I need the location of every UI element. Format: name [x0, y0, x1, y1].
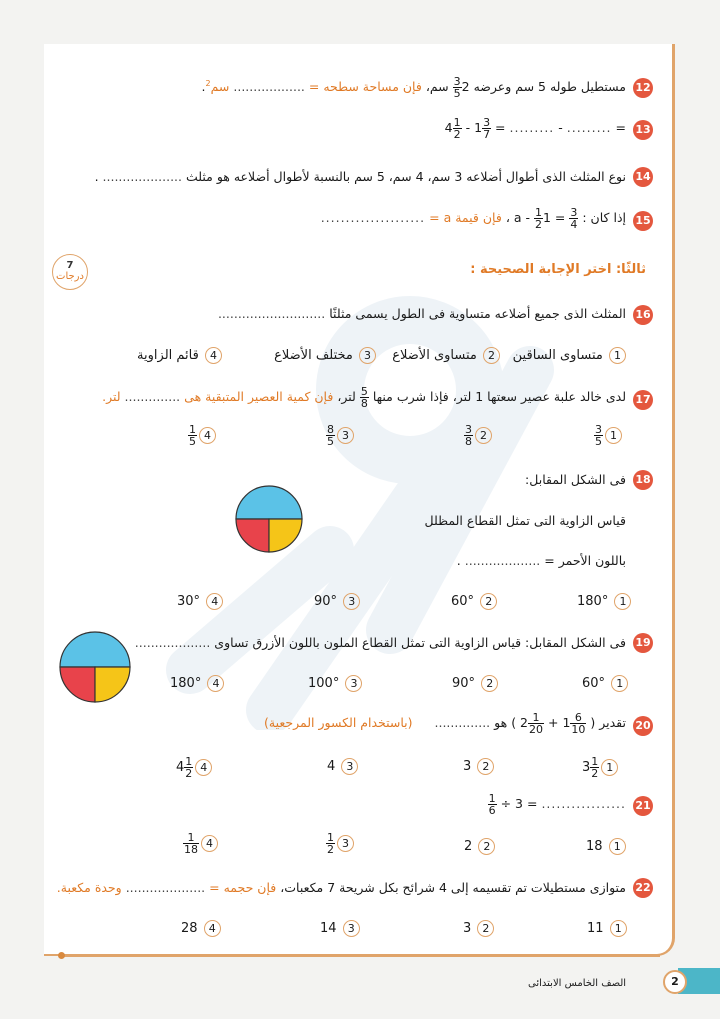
pie-sector-blue: [60, 632, 130, 667]
question-15: إذا كان : $\frac{3}{4}$ = 1 $\frac{1}{2}$ - a ، فإن قيمة a = .....................: [320, 206, 626, 231]
pie-figure-19: [58, 630, 132, 704]
section-title: ثالثًا: اختر الإجابة الصحيحة :: [470, 262, 646, 277]
grades-badge: 7 درجات: [52, 254, 88, 290]
question-number-badge: 15: [633, 211, 653, 231]
option-1[interactable]: 18 1: [586, 838, 626, 855]
question-18-line: باللون الأحمر = ................... .: [456, 553, 626, 568]
option-4[interactable]: 180° 4: [170, 675, 224, 692]
pie-sector-red: [60, 667, 95, 702]
question-13: 4 $\frac{1}{2}$ - 1 $\frac{3}{7}$ = ......... - ......... =: [444, 116, 626, 141]
option-2[interactable]: 90° 2: [452, 675, 498, 692]
option-2[interactable]: 3 2: [463, 920, 494, 937]
question-16: المثلث الذى جميع أضلاعه متساوية فى الطول يسمى مثلثًا ...........................: [217, 306, 626, 321]
option-1[interactable]: 11 1: [587, 920, 627, 937]
option-3[interactable]: 4 3: [327, 758, 358, 775]
question-19: فى الشكل المقابل: قياس الزاوية التى تمثل القطاع الملون باللون الأزرق تساوى ...................: [134, 635, 626, 650]
bottom-rule: [60, 955, 660, 957]
question-number-badge: 14: [633, 167, 653, 187]
option-1[interactable]: 180° 1: [577, 593, 631, 610]
question-21: $\frac{1}{6}$ ÷ 3 = .................: [488, 792, 626, 817]
option-3[interactable]: 3 مختلف الأضلاع: [274, 347, 376, 364]
pie-sector-blue: [236, 486, 302, 519]
pie-sector-yellow: [95, 667, 130, 702]
option-4[interactable]: 4 قائم الزاوية: [137, 347, 222, 364]
option-1[interactable]: $\frac{3}{5}$ 1: [594, 424, 622, 447]
option-3[interactable]: 14 3: [320, 920, 360, 937]
option-1[interactable]: 60° 1: [582, 675, 628, 692]
pie-sector-yellow: [269, 519, 302, 552]
question-number-badge: 22: [633, 878, 653, 898]
question-number-badge: 12: [633, 78, 653, 98]
question-number-badge: 21: [633, 796, 653, 816]
option-4[interactable]: $\frac{1}{18}$ 4: [183, 832, 218, 855]
option-2[interactable]: $\frac{3}{8}$ 2: [464, 424, 492, 447]
option-3[interactable]: $\frac{1}{2}$ 3: [326, 832, 354, 855]
option-1[interactable]: 3 $\frac{1}{2}$ 1: [582, 756, 618, 779]
pie-sector-red: [236, 519, 269, 552]
option-4[interactable]: $\frac{1}{5}$ 4: [188, 424, 216, 447]
footer-grade-label: الصف الخامس الابتدائى: [528, 978, 627, 989]
option-3[interactable]: 100° 3: [308, 675, 362, 692]
question-number-badge: 20: [633, 716, 653, 736]
option-2[interactable]: 2 2: [464, 838, 495, 855]
option-4[interactable]: 4 $\frac{1}{2}$ 4: [176, 756, 212, 779]
option-2[interactable]: 2 متساوى الأضلاع: [392, 347, 500, 364]
page-number: 2: [663, 970, 687, 994]
option-1[interactable]: 1 متساوى الساقين: [513, 347, 626, 364]
option-4[interactable]: 30° 4: [177, 593, 223, 610]
option-4[interactable]: 28 4: [181, 920, 221, 937]
option-3[interactable]: 90° 3: [314, 593, 360, 610]
question-17: لدى خالد علبة عصير سعتها 1 لتر، فإذا شرب منها $\frac{5}{8}$ لتر، فإن كمية العصير المتبقية هى .............. لتر.: [102, 385, 626, 410]
question-20: تقدير ( 2 $\frac{1}{20}$ + 1 $\frac{6}{10}$ ) هو .............. (باستخدام الكسور المرجعية): [263, 711, 626, 736]
question-18-line: قياس الزاوية التى تمثل القطاع المظلل: [424, 513, 626, 528]
question-22: متوازى مستطيلات تم تقسيمه إلى 4 شرائح بكل شريحة 7 مكعبات، فإن حجمه = .................... وحدة مكعبة.: [56, 880, 626, 895]
question-18-intro: فى الشكل المقابل:: [525, 472, 626, 487]
option-2[interactable]: 3 2: [463, 758, 494, 775]
question-number-badge: 19: [633, 633, 653, 653]
question-number-badge: 16: [633, 305, 653, 325]
question-number-badge: 17: [633, 390, 653, 410]
question-14: نوع المثلث الذى أطوال أضلاعه 3 سم، 4 سم، 5 سم بالنسبة لأطوال أضلاعه هو مثلث .................... .: [94, 169, 626, 184]
bottom-rule-dot: [58, 952, 65, 959]
question-number-badge: 13: [633, 120, 653, 140]
option-3[interactable]: $\frac{8}{5}$ 3: [326, 424, 354, 447]
question-12: مستطيل طوله 5 سم وعرضه 2 $\frac{3}{5}$ سم، فإن مساحة سطحه = .................. سم$^2$.: [201, 75, 626, 100]
option-2[interactable]: 60° 2: [451, 593, 497, 610]
pie-figure-18: [234, 484, 304, 554]
fraction: $\frac{3}{5}$: [453, 75, 461, 100]
question-number-badge: 18: [633, 470, 653, 490]
